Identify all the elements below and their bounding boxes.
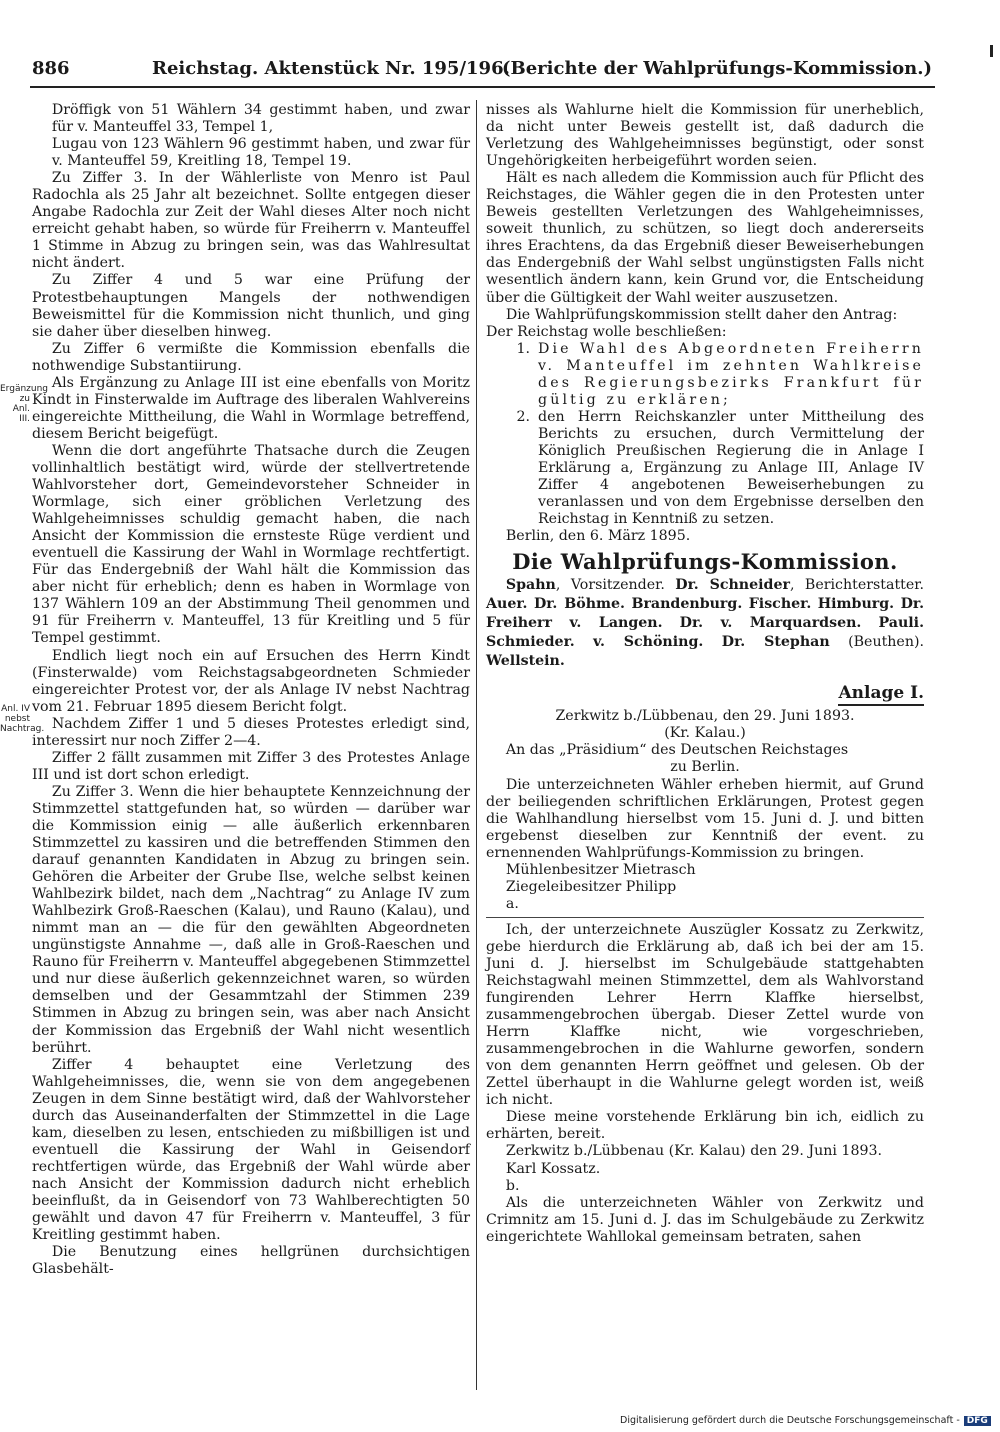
paragraph: Ziffer 4 behauptet eine Verletzung des Wahlgeheimnisses, die, wenn sie von dem angegebenen Zeugen in dem Sinne bestätigt wird, daß der Wahlvorsteher durch das Auseinanderfalten der Stimmzettel in die Lage kam, dieselben zu lesen, entschieden zu mißbilligen ist und eventuell die Kassirung der Wahl in Geisendorf rechtfertigen würde, das Ergebniß der Wahl würde aber nach Ansicht der Kommission dadurch nicht erheblich beeinflußt, da in Geisendorf von 73 Wahlberechtigten 50 gewählt und davon 47 für Freiherrn v. Manteuffel, 3 für Kreitling gestimmt haben. [32, 1056, 470, 1244]
paragraph: Als die unterzeichneten Wähler von Zerkwitz und Crimnitz am 15. Juni d. J. das im Schulgebäude zu Zerkwitz eingerichtete Wahllokal gemeinsam betraten, sahen [486, 1194, 924, 1245]
letter-place-note: (Kr. Kalau.) [664, 725, 746, 742]
place-date: Zerkwitz b./Lübbenau (Kr. Kalau) den 29. Juni 1893. [505, 1143, 883, 1160]
section-marker: b. [505, 1177, 520, 1194]
paragraph: Zu Ziffer 3. In der Wählerliste von Menro ist Paul Radochla als 25 Jahr alt bezeichnet. Sollte entgegen dieser Angabe Radochla zur Zeit der Wahl dieses Alter noch nicht erreicht gehabt haben, so würde für Freiherrn v. Manteuffel 1 Stimme in Abzug zu bringen sein, was das Wahlresultat nicht ändert. [32, 170, 470, 272]
member-name: Dr. Böhme. [533, 596, 625, 613]
page-header [32, 58, 932, 84]
paragraph: Ziffer 2 fällt zusammen mit Ziffer 3 des Protestes Anlage III und ist dort schon erledigt. [32, 749, 470, 783]
motion-text: den Herrn Reichskanzler unter Mittheilung des Berichts zu ersuchen, durch Vermittelung der Königlich Preußischen Regierung die in Anlage I Erklärung a, Ergänzung zu Anlage III, Anlage IV Ziffer 4 angebotenen Beweiserhebungen zu veranlassen und von dem Ergebnisse derselben den Reichstag in Kenntniß zu setzen. [538, 408, 924, 528]
paragraph: Diese meine vorstehende Erklärung bin ich, eidlich zu erhärten, bereit. [486, 1109, 924, 1143]
paragraph: Wenn die dort angeführte Thatsache durch die Zeugen vollinhaltlich bestätigt wird, würde der stellvertretende Wahlvorsteher dort, Gemeindevorsteher Schneider in Wormlage, sich einer gröblichen Verletzung des Wahlgeheimnisses schuldig gemacht haben, die nach Ansicht der Kommission die ernsteste Rüge verdient und eventuell die Kassirung der Wahl in Wormlage rechtfertigt. Für das Endergebniß der Wahl hält die Kommission das aber nicht für erheblich; denn es haben in Wormlage von 137 Wählern 109 an der Abstimmung Theil genommen und 91 für Freiherrn v. Manteuffel, 13 für Kreitling und 5 für Tempel gestimmt. [32, 442, 470, 647]
paragraph: Zu Ziffer 3. Wenn die hier behauptete Kennzeichnung der Stimmzettel stattgefunden hat, so würden — darüber war die Kommission einig — alle äußerlich erkennbaren Stimmzettel zu kassiren und die betreffenden Stimmen den darauf genannten Kandidaten in Abzug zu bringen sein. Gehören die Arbeiter der Grube Ilse, welche selbst keinen Wahlbezirk bildet, nach dem „Nachtrag“ zu Anlage IV zum Wahlbezirk Groß-Raeschen (Kalau), und Rauno (Kalau), und nimmt man an — die für den gewählten Abgeordneten ungünstigste Annahme —, daß alle in Groß-Raeschen und Rauno für Freiherrn v. Manteuffel abgegebenen Stimmzettel und nur diese äußerlich gekennzeichnet waren, so würden demselben und der Gesammtzahl der Stimmen 239 Stimmen in Abzug zu bringen sein, was aber nach Ansicht der Kommission das Ergebniß der Wahl nicht wesentlich berührt. [32, 783, 470, 1056]
signature: Ziegeleibesitzer Philipp [505, 878, 677, 895]
corner-mark [990, 45, 993, 57]
section-marker: a. [505, 895, 519, 912]
left-column [32, 102, 470, 1278]
member-name: Dr. Schneider [675, 577, 790, 594]
paragraph: Lugau von 123 Wählern 96 gestimmt haben, und zwar für v. Manteuffel 59, Kreitling 18, Tempel 19. [51, 136, 470, 170]
paragraph: Der Reichstag wolle beschließen: [486, 323, 727, 340]
paragraph: Zu Ziffer 6 vermißte die Kommission ebenfalls die nothwendige Substantiirung. [32, 340, 470, 374]
member-role [663, 615, 680, 631]
paragraph: Nachdem Ziffer 1 und 5 dieses Protestes erledigt sind, interessirt nur noch Ziffer 2—4. [32, 715, 470, 749]
section-title: (Berichte der Wahlprüfungs-Kommission.) [502, 58, 933, 79]
letter-addressee-city: zu Berlin. [670, 759, 740, 776]
footer-credit [620, 1415, 990, 1431]
member-name: Spahn [505, 577, 556, 594]
member-name: Dr. Freiherr v. Langen. [486, 596, 925, 632]
paragraph: Die Wahlprüfungskommission stellt daher den Antrag: [505, 306, 898, 323]
document-title: Reichstag. Aktenstück Nr. 195/196. [152, 58, 510, 79]
member-name: Brandenburg. [631, 596, 743, 613]
signature: Karl Kossatz. [505, 1160, 601, 1177]
paragraph: Als Ergänzung zu Anlage III ist eine ebenfalls von Moritz Kindt in Finsterwalde im Auftrage des liberalen Wahlvereins eingereichte Mittheilung, die Wahl in Wormlage betreffend, diesem Bericht beigefügt. [32, 374, 470, 442]
paragraph: Die Benutzung eines hellgrünen durchsichtigen Glasbehält- [32, 1244, 470, 1278]
margin-note: Ergänzung zu Anl. III. [0, 384, 49, 424]
motion-text: Die Wahl des Abgeordneten Freiherrn v. Manteuffel im zehnten Wahlkreise des Regierungsbezirks Frankfurt für gültig zu erklären; [538, 340, 924, 408]
member-name: Himburg. [817, 596, 895, 613]
paragraph: Endlich liegt noch ein auf Ersuchen des Herrn Kindt (Finsterwalde) vom Reichstagsabgeordneten Schmieder eingereichter Protest vor, der als Anlage IV nebst Nachtrag vom 21. Februar 1895 diesem Bericht folgt. [32, 647, 470, 715]
member-name: Auer. [486, 596, 528, 613]
signature: Mühlenbesitzer Mietrasch [505, 861, 696, 878]
paragraph: Ich, der unterzeichnete Auszügler Kossatz zu Zerkwitz, gebe hierdurch die Erklärung ab, daß ich bei der am 15. Juni d. J. hierselbst im Schulgebäude stattgehabten Reichstagwahl meinen Stimmzettel, dem als Wahlvorstand fungirenden Lehrer Herrn Klaffke hierselbst, zusammengebrochen übergab. Dieser Zettel wurde von Herrn Klaffke nicht, wie vorgeschrieben, zusammengebrochen in die Wahlurne geworfen, sondern von dem genannten Herrn geöffnet und gelesen. Ob der Zettel überhaupt in die Wahlurne gelegt worden ist, weiß ich nicht. [486, 921, 924, 1109]
appendix-title [486, 685, 924, 702]
margin-note: Anl. IV nebst Nachtrag. [0, 704, 45, 734]
member-name: Wellstein. [486, 653, 565, 670]
right-column [486, 102, 924, 1246]
date-line: Berlin, den 6. März 1895. [505, 528, 691, 545]
paragraph: Zu Ziffer 4 und 5 war eine Prüfung der Protestbehauptungen Mangels der nothwendigen Beweismittel für die Kommission nicht thunlich, und ging sie daher über dieselben hinweg. [32, 272, 470, 340]
motion-number: 1. [516, 340, 530, 357]
member-role [861, 615, 878, 631]
divider [486, 917, 924, 918]
motion-item [486, 409, 924, 528]
footer-text: Digitalisierung gefördert durch die Deutsche Forschungsgemeinschaft - [620, 1415, 960, 1426]
member-role: (Beuthen). [829, 634, 924, 651]
commission-title: Die Wahlprüfungs-Kommission. [512, 549, 898, 575]
member-role [575, 634, 593, 650]
letter-place-date: Zerkwitz b./Lübbenau, den 29. Juni 1893. [555, 708, 855, 725]
letter-body: Die unterzeichneten Wähler erheben hiermit, auf Grund der beiliegenden schriftlichen Erklärungen, Protest gegen die Wahlhandlung hierselbst vom 15. Juni d. J. und bitten ergebenst dieselben zur Kenntniß der event. zu ernennenden Wahlprüfungs-Kommission zu bringen. [486, 776, 924, 861]
member-role: , Berichterstatter. [789, 577, 924, 594]
member-list [486, 576, 924, 671]
member-name: v. Schöning. [593, 634, 704, 651]
paragraph: Dröffigk von 51 Wählern 34 gestimmt haben, und zwar für v. Manteuffel 33, Tempel 1, [51, 102, 470, 136]
member-role: , Vorsitzender. [555, 577, 676, 594]
column-divider [476, 100, 477, 1390]
motion-number: 2. [516, 408, 530, 425]
appendix-title-text: Anlage I. [838, 683, 924, 706]
member-name: Dr. Stephan [721, 634, 830, 651]
member-name: Schmieder. [486, 634, 575, 651]
header-rule [30, 86, 935, 88]
motion-item [486, 341, 924, 409]
paragraph: nisses als Wahlurne hielt die Kommission für unerheblich, da nicht unter Beweis gestellt ist, daß dadurch die Verletzung des Wahlgeheimnisses begünstigt, oder sonst Ungehörigkeiten herbeigeführt worden seien. [486, 102, 924, 170]
member-name: Pauli. [878, 615, 925, 632]
member-role [703, 634, 721, 650]
member-name: Fischer. [748, 596, 812, 613]
letter-addressee: An das „Präsidium“ des Deutschen Reichstages [505, 742, 849, 759]
paragraph: Hält es nach alledem die Kommission auch für Pflicht des Reichstages, die Wähler gegen die in den Protesten unter Beweis gestellten Verletzungen des Wahlgeheimnisses, soweit thunlich, zu schützen, so liegt doch andererseits ihres Erachtens, da das Ergebniß dieser Beweiserhebungen das Endergebniß der Wahl selbst ungünstigsten Falls nicht wesentlich ändern kann, kein Grund vor, die Entscheidung über die Gültigkeit der Wahl weiter auszusetzen. [486, 170, 924, 306]
page-number: 886 [32, 58, 70, 79]
dfg-logo: DFG [964, 1416, 991, 1426]
member-name: Dr. v. Marquardsen. [679, 615, 862, 632]
